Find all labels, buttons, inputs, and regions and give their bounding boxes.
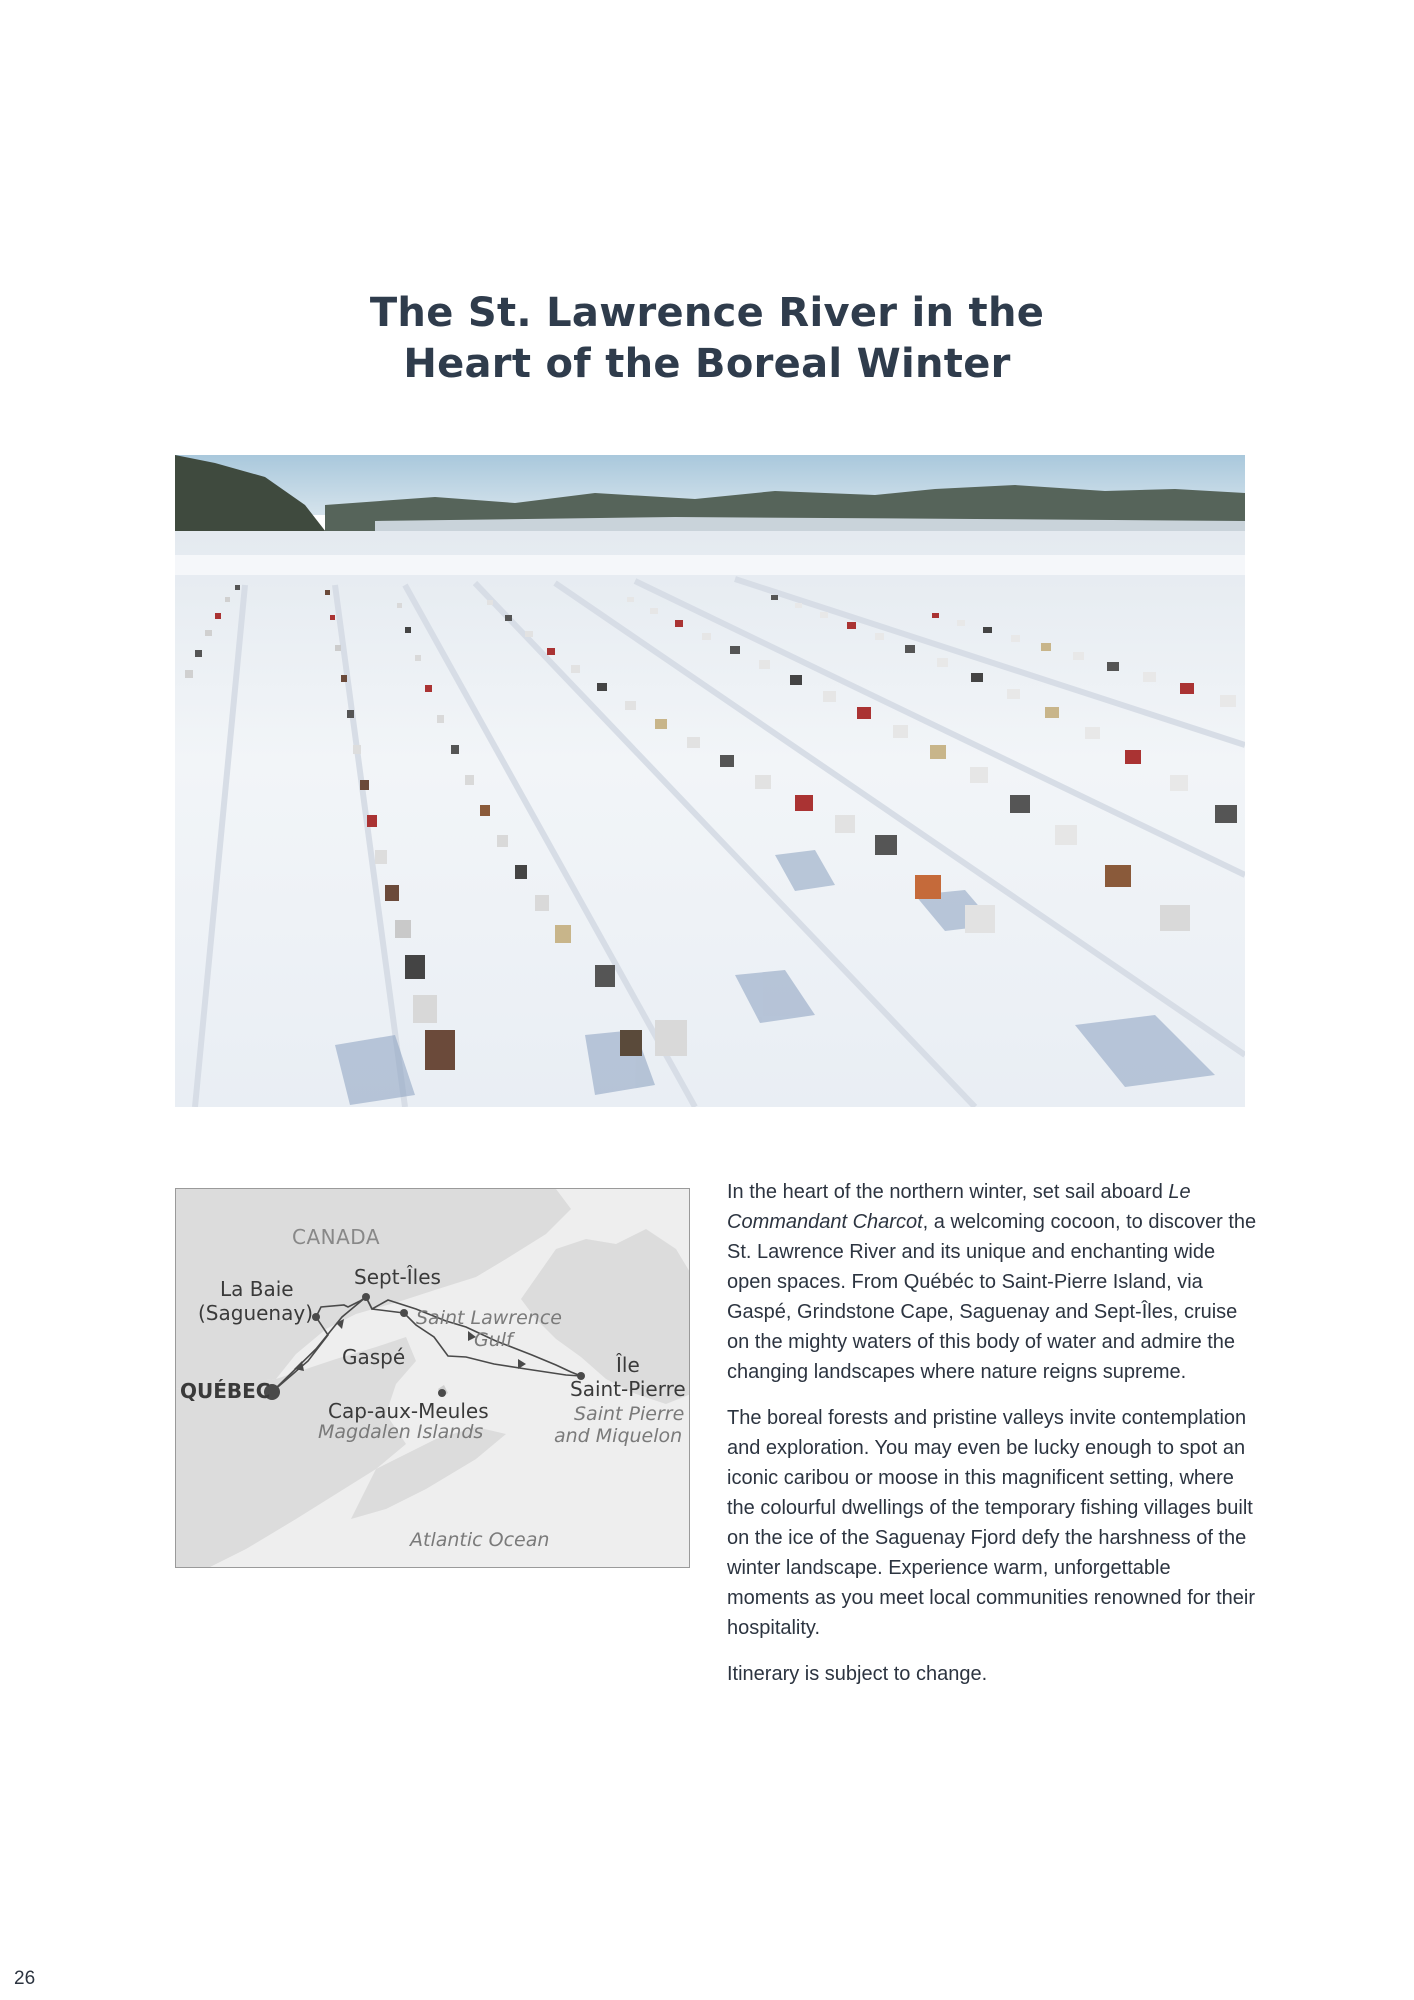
- page-number: 26: [14, 1968, 36, 1989]
- paragraph-1: [727, 1177, 1257, 1387]
- cap-aux-meules-dot: [438, 1389, 446, 1397]
- title-line-1: The St. Lawrence River in the: [369, 290, 1045, 336]
- gaspe-dot: [400, 1309, 408, 1317]
- paragraph-2: The boreal forests and pristine valleys invite contemplation and exploration. You may even be lucky enough to spot an iconic caribou or moose in this magnificent setting, where the colourful dwellings of the temporary fishing villages built on the ice of the Saguenay Fjord defy the harshness of the winter landscape. Experience warm, unforgettable moments as you meet local communities renowned for their hospitality.: [727, 1407, 1256, 1639]
- photo-illustration: [175, 455, 1245, 1107]
- ice-fishing-village-photo: [175, 455, 1245, 1107]
- map-label-sept-iles: Sept-Îles: [354, 1265, 441, 1289]
- map-label-spm-1: Saint Pierre: [574, 1403, 685, 1425]
- ship-name: Le Commandant Charcot: [727, 1181, 1191, 1233]
- map-label-cap-aux-meules: Cap-aux-Meules: [328, 1399, 489, 1423]
- map-label-ile: Île: [616, 1353, 640, 1377]
- map-label-spm-2: and Miquelon: [554, 1425, 683, 1447]
- map-label-la-baie: La Baie: [220, 1277, 294, 1301]
- title-line-2: Heart of the Boreal Winter: [403, 341, 1011, 387]
- sept-iles-dot: [362, 1293, 370, 1301]
- la-baie-dot: [312, 1313, 320, 1321]
- map-label-atlantic: Atlantic Ocean: [410, 1529, 550, 1551]
- map-label-gaspe: Gaspé: [342, 1345, 406, 1369]
- itinerary-map: [175, 1188, 690, 1568]
- map-label-saint-pierre: Saint-Pierre: [570, 1377, 686, 1401]
- map-label-quebec: QUÉBEC: [180, 1379, 271, 1403]
- map-label-magdalen: Magdalen Islands: [318, 1421, 484, 1443]
- map-label-saguenay: (Saguenay): [198, 1301, 313, 1325]
- paragraph-3: Itinerary is subject to change.: [727, 1663, 988, 1685]
- body-text: [727, 1177, 1257, 1705]
- p1-rest: , a welcoming cocoon, to discover the St. Lawrence River and its unique and enchanting wide open spaces. From Québéc to Saint-Pierre Island, via Gaspé, Grindstone Cape, Saguenay and Sept-Îles, cruise on the mighty waters of this body of water and admire the changing landscapes where nature reigns supreme.: [727, 1211, 1257, 1383]
- map-label-gulf-1: Saint Lawrence: [416, 1307, 562, 1329]
- map-label-canada: CANADA: [292, 1225, 381, 1249]
- map-label-gulf-2: Gulf: [474, 1329, 513, 1351]
- p1-intro: In the heart of the northern winter, set sail aboard: [727, 1181, 1163, 1203]
- page-title: [200, 288, 1214, 390]
